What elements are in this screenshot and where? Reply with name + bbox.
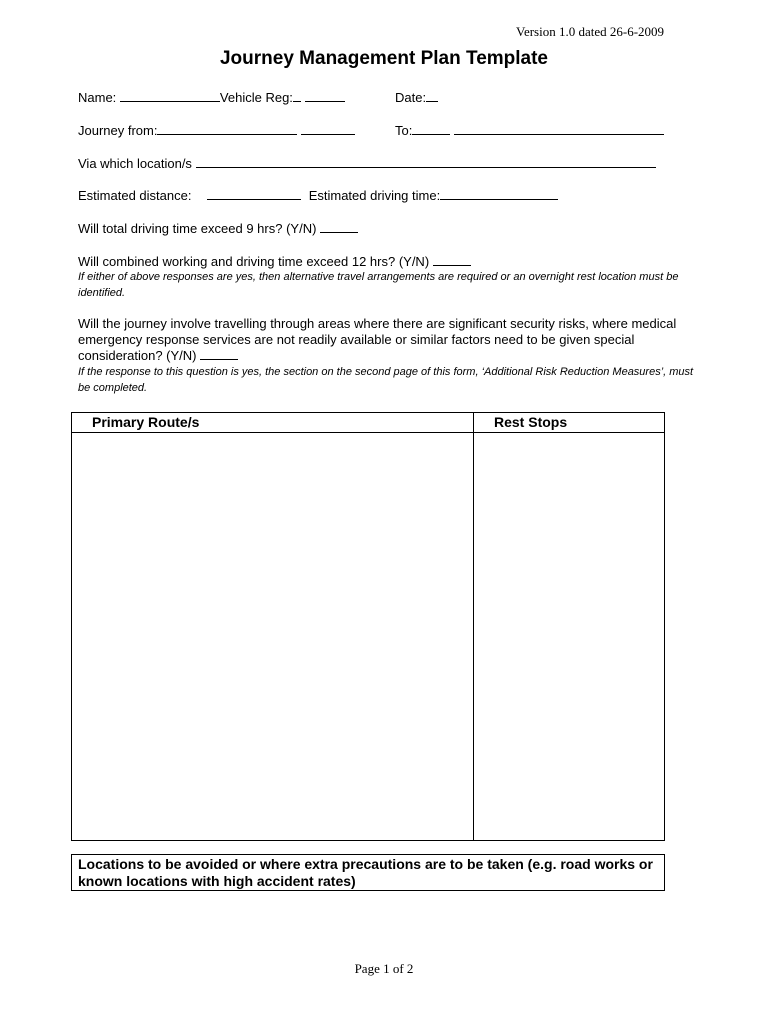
combined-exceed-row — [78, 254, 471, 269]
date-blank[interactable] — [426, 90, 438, 102]
combined-exceed-question: Will combined working and driving time exceed 12 hrs? (Y/N) — [78, 254, 430, 269]
locations-to-avoid-label: Locations to be avoided or where extra precautions are to be taken (e.g. road works or known locations with high accident rates) — [78, 856, 653, 889]
estimated-driving-time-blank[interactable] — [440, 188, 558, 200]
name-row — [78, 90, 345, 105]
locations-to-avoid-box[interactable] — [71, 854, 665, 891]
vehicle-reg-label: Vehicle Reg: — [219, 90, 293, 105]
primary-routes-header: Primary Route/s — [92, 414, 200, 430]
route-table-column-divider — [473, 413, 474, 840]
date-label: Date: — [395, 90, 427, 105]
to-blank-a[interactable] — [412, 123, 450, 135]
security-question: Will the journey involve travelling through areas where there are significant security risks, where medical emergency response services are not readily available or similar factors need to be given special consideration? (Y/N) — [78, 316, 677, 363]
security-question-block — [78, 316, 698, 364]
version-label: Version 1.0 dated 26-6-2009 — [516, 24, 665, 39]
name-label: Name: — [78, 90, 117, 105]
driving-exceed-row — [78, 221, 358, 236]
vehicle-reg-blank-b[interactable] — [305, 90, 345, 102]
via-blank-a[interactable] — [196, 156, 298, 168]
estimated-distance-blank[interactable] — [207, 188, 301, 200]
via-row — [78, 156, 656, 171]
vehicle-reg-blank-a[interactable] — [293, 90, 301, 102]
journey-from-blank-b[interactable] — [301, 123, 355, 135]
date-field — [395, 90, 438, 105]
estimated-distance-label: Estimated distance: — [78, 188, 192, 203]
route-table — [71, 412, 665, 841]
to-blank-b[interactable] — [454, 123, 486, 135]
name-blank[interactable] — [120, 90, 220, 102]
journey-from-label: Journey from: — [78, 123, 158, 138]
security-note: If the response to this question is yes, the section on the second page of this form, ‘Additional Risk Reduction Measures’, must be completed. — [78, 366, 694, 394]
security-answer[interactable] — [200, 348, 238, 360]
to-field — [395, 123, 664, 138]
driving-exceed-answer[interactable] — [320, 221, 358, 233]
distance-row — [78, 188, 558, 203]
via-blank-b[interactable] — [298, 156, 342, 168]
estimated-driving-time-label: Estimated driving time: — [308, 188, 441, 203]
journey-from-row — [78, 123, 355, 138]
combined-exceed-answer[interactable] — [433, 254, 471, 266]
page-title: Journey Management Plan Template — [219, 48, 548, 69]
to-blank-c[interactable] — [486, 123, 664, 135]
to-label: To: — [395, 123, 413, 138]
journey-from-blank[interactable] — [157, 123, 297, 135]
route-table-header-divider — [72, 432, 664, 433]
driving-exceed-question: Will total driving time exceed 9 hrs? (Y/N) — [78, 221, 317, 236]
via-blank-e[interactable] — [514, 156, 610, 168]
page-number: Page 1 of 2 — [354, 961, 414, 976]
via-blank-d[interactable] — [432, 156, 514, 168]
rest-stops-header: Rest Stops — [494, 414, 568, 430]
via-blank-f[interactable] — [610, 156, 656, 168]
combined-note: If either of above responses are yes, then alternative travel arrangements are required or an overnight rest location must be identified. — [78, 271, 679, 299]
via-blank-c[interactable] — [342, 156, 432, 168]
via-label: Via which location/s — [78, 156, 192, 171]
